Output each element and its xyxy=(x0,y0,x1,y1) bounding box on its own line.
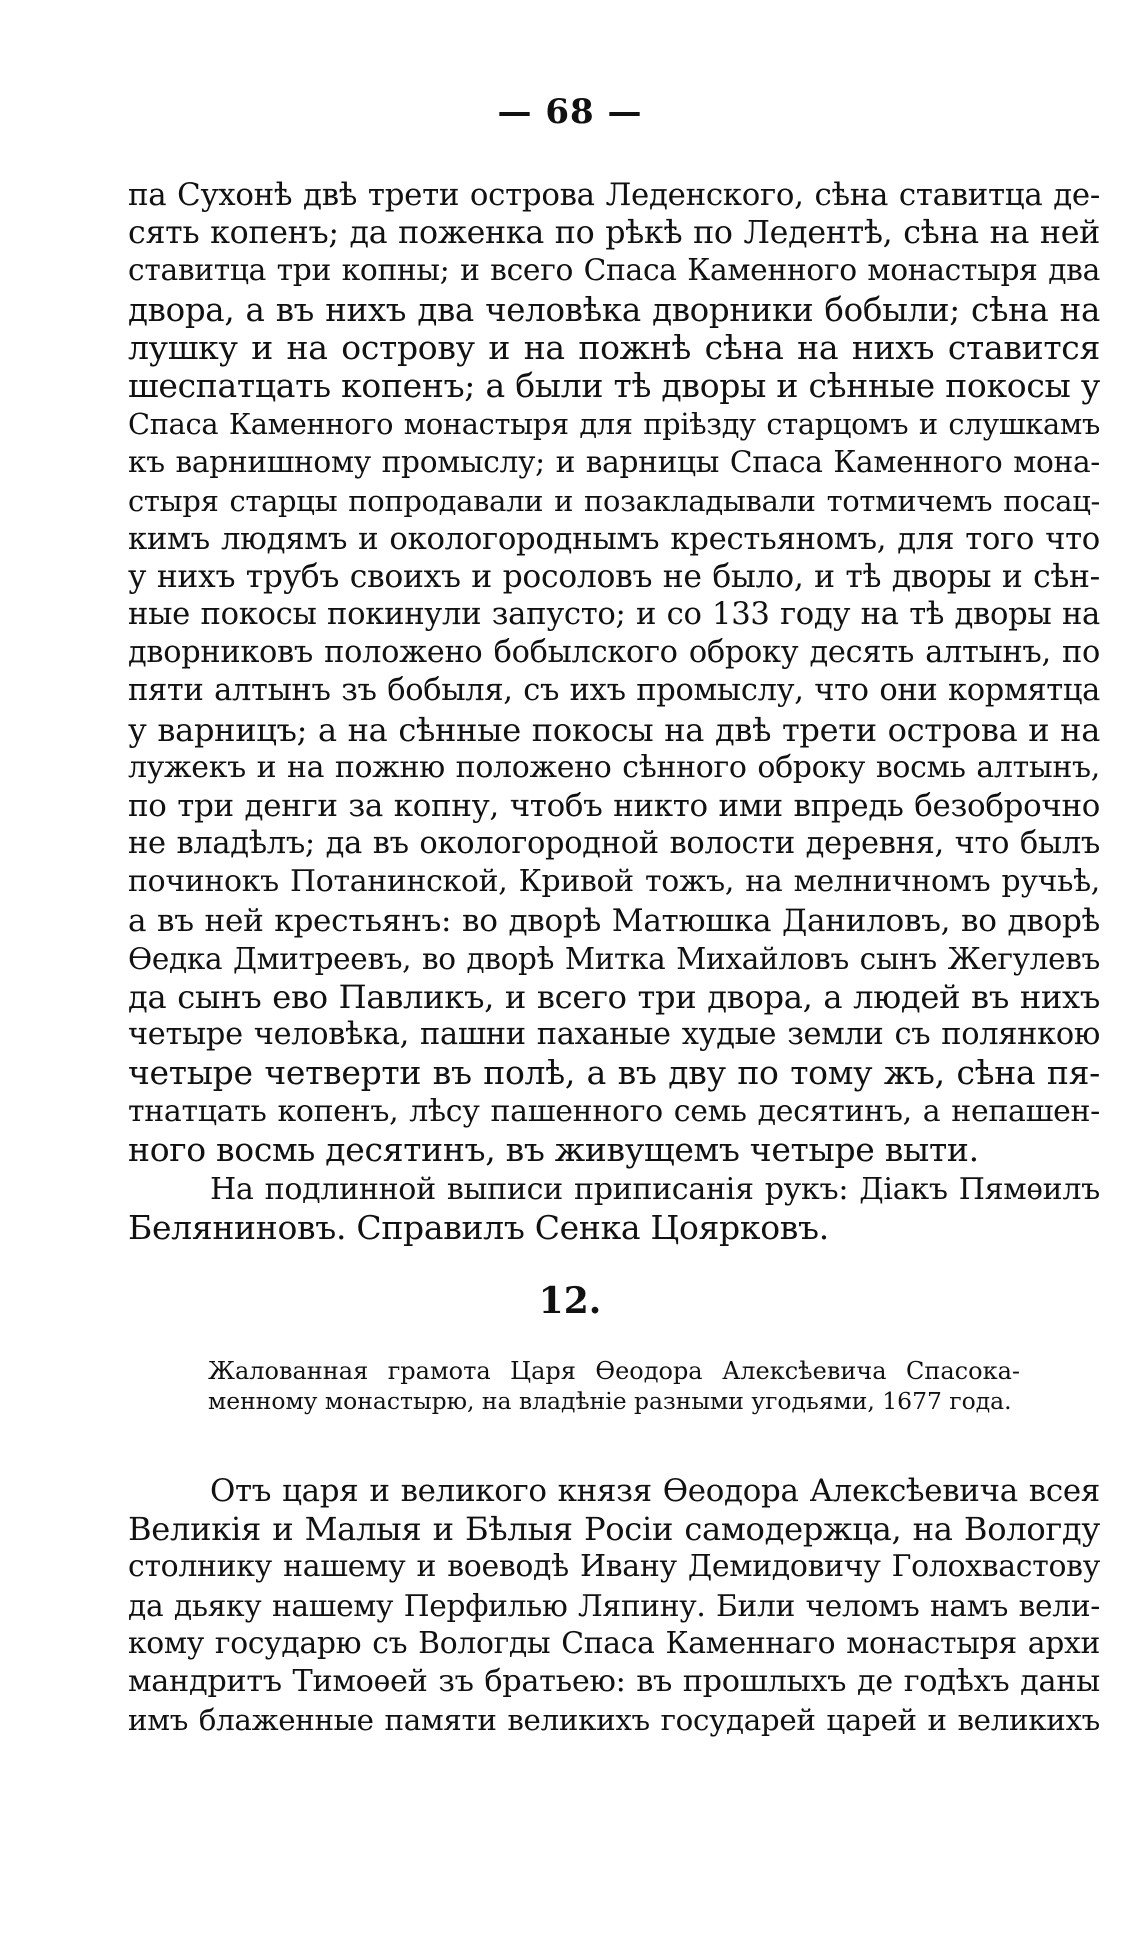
text-line: починокъ Потанинской, Кривой тожъ, на мелничномъ ручьѣ, xyxy=(128,864,1100,900)
text-line: Беляниновъ. Справилъ Сенка Цоярковъ. xyxy=(128,1208,829,1248)
text-line: дворниковъ положено бобылского оброку десять алтынъ, по xyxy=(128,635,1100,671)
text-line: Спаса Каменного монастыря для прiѣзду старцомъ и слушкамъ xyxy=(128,407,1100,442)
text-line: Отъ царя и великого князя Ѳеодора Алексѣевича всея xyxy=(210,1473,1100,1509)
text-line: не владѣлъ; да въ окологородной волости деревня, что былъ xyxy=(128,826,1100,862)
text-line: по три денги за копну, чтобъ никто ими впредь безоброчно xyxy=(128,788,1100,824)
text-line: кимъ людямъ и окологороднымъ крестьяномъ, для того что xyxy=(128,520,1100,557)
text-line: кому государю съ Вологды Спаса Каменнаго монастыря архи xyxy=(128,1625,1100,1661)
signatures-paragraph xyxy=(128,1171,1100,1247)
text-line: лужекъ и на пожню положено сѣнного оброку восмь алтынъ, xyxy=(128,749,1100,785)
text-line: стыря старцы попродавали и позакладывали тотмичемъ посац- xyxy=(128,483,1100,518)
text-line: у нихъ трубъ своихъ и росоловъ не было, и тѣ дворы и сѣн- xyxy=(128,558,1100,595)
text-line: у варницъ; а на сѣнные покосы на двѣ трети острова и на xyxy=(128,710,1100,749)
text-line: имъ блаженные памяти великихъ государей царей и великихъ xyxy=(128,1703,1100,1738)
text-line: четыре четверти въ полѣ, а въ дву по тому жъ, сѣна пя- xyxy=(128,1053,1100,1093)
text-line: пяти алтынъ зъ бобыля, съ ихъ промыслу, что они кормятца xyxy=(128,673,1100,709)
text-line: да сынъ ево Павликъ, и всего три двора, а людей въ нихъ xyxy=(128,977,1100,1016)
text-line: ставитца три копны; и всего Спаса Каменного монастыря два xyxy=(128,253,1100,289)
text-line: мандритъ Тимоѳей зъ братьею: въ прошлыхъ де годѣхъ даны xyxy=(128,1663,1100,1699)
text-line: тнатцать копенъ, лѣсу пашенного семь десятинъ, а непашен- xyxy=(128,1093,1100,1129)
text-line: а въ ней крестьянъ: во дворѣ Матюшка Даниловъ, во дворѣ xyxy=(128,902,1100,939)
text-line: Великiя и Малыя и Бѣлыя Росiи самодержца, на Вологду xyxy=(128,1510,1100,1549)
text-line: шеспатцать копенъ; а были тѣ дворы и сѣнные покосы у xyxy=(128,365,1100,405)
text-line: ного восмь десятинъ, въ живущемъ четыре выти. xyxy=(128,1129,979,1169)
document-number: 12. xyxy=(538,1280,602,1322)
text-line: да дьяку нашему Перфилью Ляпину. Били челомъ намъ вели- xyxy=(128,1587,1100,1623)
text-line: двора, а въ нихъ два человѣка дворники бобыли; сѣна на xyxy=(128,290,1100,329)
page-number: — 68 — xyxy=(497,92,643,132)
charter-paragraph xyxy=(128,1472,1100,1739)
caption-line: менному монастырю, на владѣнiе разными угодьями, 1677 года. xyxy=(208,1387,1012,1415)
text-line: лушку и на острову и на пожнѣ сѣна на нихъ ставится xyxy=(128,327,1100,367)
text-line: ные покосы покинули запусто; и со 133 году на тѣ дворы на xyxy=(128,597,1100,633)
text-line: къ варнишному промыслу; и варницы Спаса Каменного мона- xyxy=(128,445,1100,480)
text-line: Ѳедка Дмитреевъ, во дворѣ Митка Михайловъ сынъ Жегулевъ xyxy=(128,941,1100,976)
text-line: сять копенъ; да поженка по рѣкѣ по Ледентѣ, сѣна на ней xyxy=(128,215,1100,252)
text-line: На подлинной выписи приписанiя рукъ: Дiакъ Пямѳилъ xyxy=(210,1172,1100,1207)
document-caption xyxy=(208,1356,1020,1416)
text-line: четыре человѣка, пашни паханые худые земли съ полянкою xyxy=(128,1017,1100,1053)
text-line: па Сухонѣ двѣ трети острова Леденского, сѣна ставитца де- xyxy=(128,177,1100,213)
continuation-paragraph xyxy=(128,176,1100,1169)
text-line: столнику нашему и воеводѣ Ивану Демидовичу Голохвастову xyxy=(128,1549,1100,1585)
caption-line: Жалованная грамота Царя Ѳеодора Алексѣевича Спасока- xyxy=(208,1357,1020,1385)
